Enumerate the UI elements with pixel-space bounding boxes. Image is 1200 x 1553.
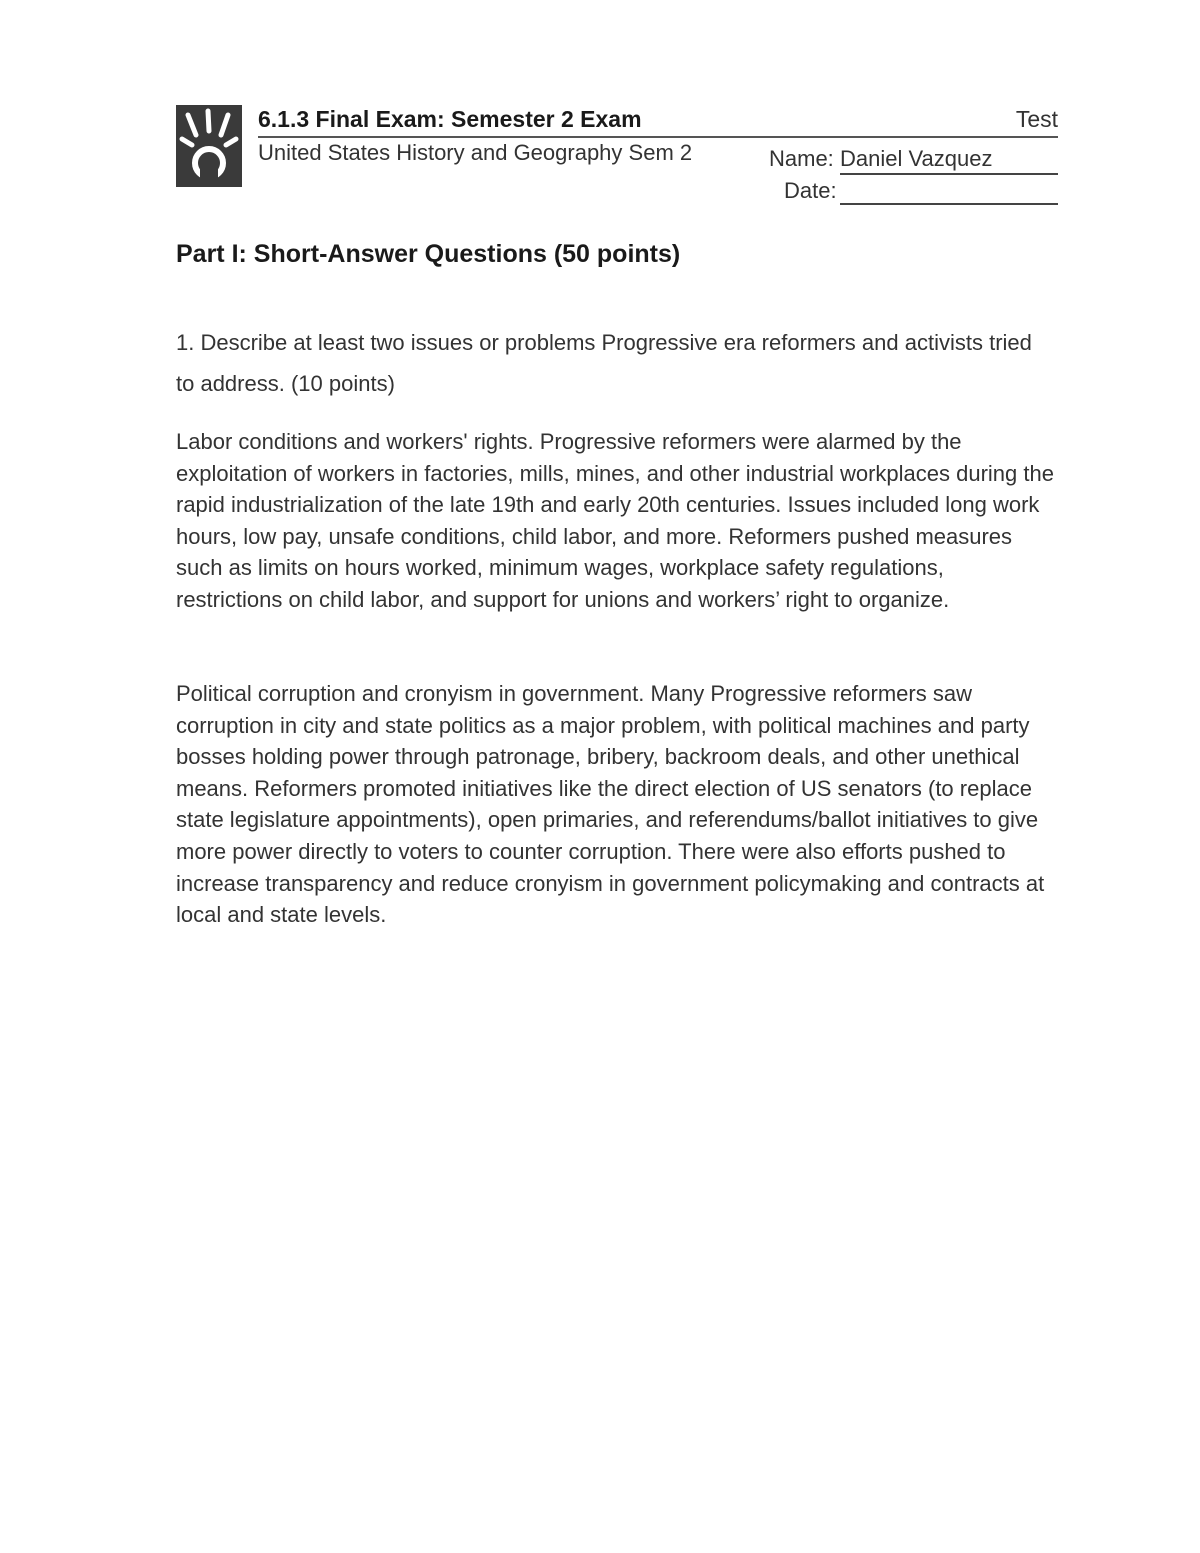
sun-bulb-logo-icon <box>176 105 242 187</box>
course-name: United States History and Geography Sem 2 <box>258 140 693 165</box>
exam-type-label: Test <box>1015 106 1058 132</box>
name-field: Daniel Vazquez <box>840 146 1058 175</box>
answer-paragraph-labor: Labor conditions and workers' rights. Progressive reformers were alarmed by the exploitation of workers in factories, mills, mines, and other industrial workplaces during the rapid industrialization of the late 19th and early 20th centuries. Issues included long work hours, low pay, unsafe conditions, child labor, and more. Reformers pushed measures such as limits on hours worked, minimum wages, workplace safety regulations, restrictions on child labor, and support for unions and workers’ right to organize. <box>176 429 1054 612</box>
answer-paragraph-corruption: Political corruption and cronyism in government. Many Progressive reformers saw corruption in city and state politics as a major problem, with political machines and party bosses holding power through patronage, bribery, backroom deals, and other unethical means. Reformers promoted initiatives like the direct election of US senators (to replace state legislature appointments), open primaries, and referendums/ballot initiatives to give more power directly to voters to counter corruption. There were also efforts pushed to increase transparency and reduce cronyism in government policymaking and contracts at local and state levels. <box>176 681 1045 928</box>
section-heading: Part I: Short-Answer Questions (50 points) <box>176 240 681 268</box>
exam-title: 6.1.3 Final Exam: Semester 2 Exam <box>258 106 642 132</box>
date-field <box>840 178 1058 205</box>
name-label: Name: <box>769 146 834 171</box>
question-prompt: 1. Describe at least two issues or problems Progressive era reformers and activists tried to address. (10 points) <box>176 330 1032 396</box>
header-divider <box>258 136 1058 138</box>
date-label: Date: <box>784 178 837 203</box>
